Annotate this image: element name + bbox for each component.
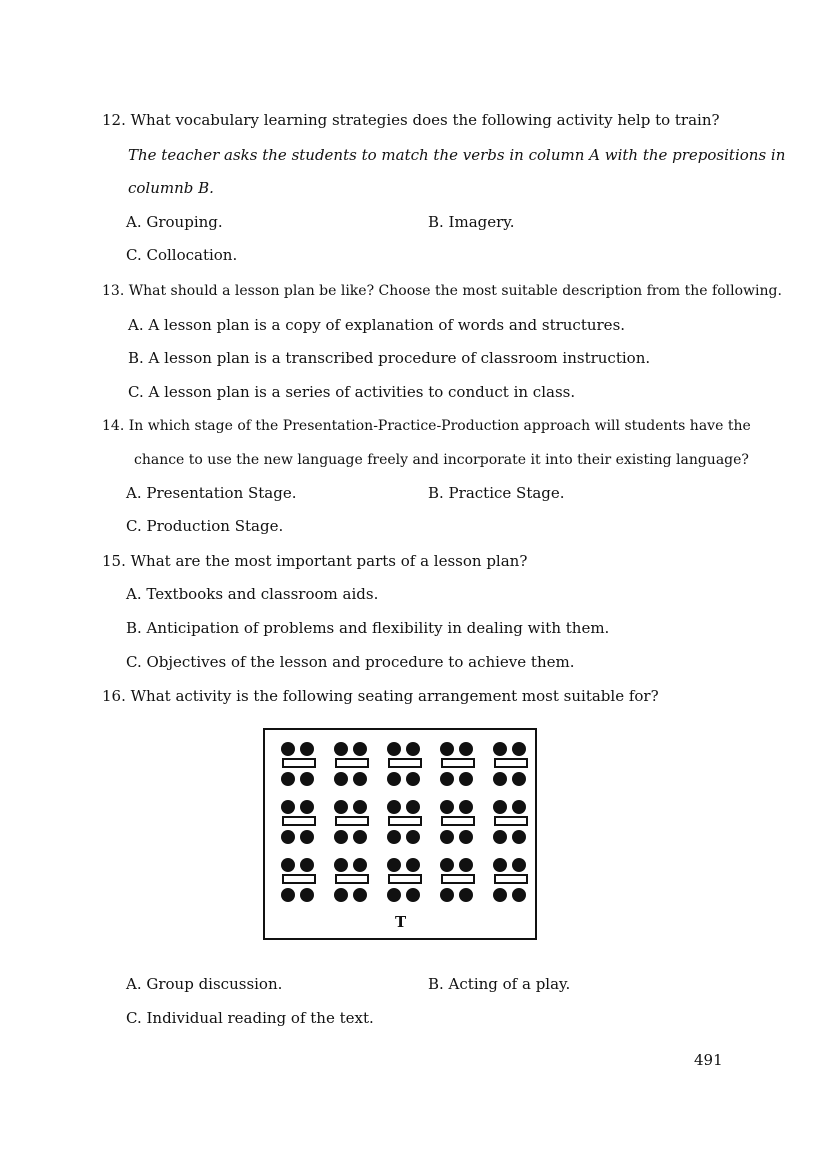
question-16-option-a: A. Group discussion. xyxy=(126,975,283,993)
student-seat xyxy=(493,858,507,872)
student-seat xyxy=(440,888,454,902)
student-seat xyxy=(353,830,367,844)
desk-group xyxy=(332,742,376,792)
student-seat xyxy=(406,858,420,872)
desk-group xyxy=(385,742,429,792)
student-seat xyxy=(459,800,473,814)
question-14-stem-line1: 14. In which stage of the Presentation-Practice-Production approach will students have the xyxy=(102,418,751,434)
question-15-stem: 15. What are the most important parts of a lesson plan? xyxy=(102,552,528,570)
question-13-option-a: A. A lesson plan is a copy of explanation of words and structures. xyxy=(128,316,626,334)
desk xyxy=(282,874,316,884)
question-15-option-b: B. Anticipation of problems and flexibility in dealing with them. xyxy=(126,619,610,637)
student-seat xyxy=(281,800,295,814)
student-seat xyxy=(281,830,295,844)
desk xyxy=(388,758,422,768)
student-seat xyxy=(334,888,348,902)
student-seat xyxy=(406,830,420,844)
student-seat xyxy=(440,742,454,756)
seating-arrangement-diagram xyxy=(263,728,537,940)
student-seat xyxy=(300,830,314,844)
desk-group xyxy=(491,858,535,908)
student-seat xyxy=(512,800,526,814)
student-seat xyxy=(459,830,473,844)
student-seat xyxy=(353,858,367,872)
student-seat xyxy=(459,742,473,756)
desk xyxy=(441,816,475,826)
student-seat xyxy=(459,858,473,872)
student-seat xyxy=(440,858,454,872)
question-14-stem-line2: chance to use the new language freely and incorporate it into their existing language? xyxy=(134,452,749,468)
desk xyxy=(494,816,528,826)
question-16-option-b: B. Acting of a play. xyxy=(428,975,571,993)
desk xyxy=(282,816,316,826)
desk-group xyxy=(279,742,323,792)
question-13-option-c: C. A lesson plan is a series of activities to conduct in class. xyxy=(128,383,576,401)
question-12-option-b: B. Imagery. xyxy=(428,213,515,231)
student-seat xyxy=(406,800,420,814)
question-16-stem: 16. What activity is the following seating arrangement most suitable for? xyxy=(102,687,659,705)
student-seat xyxy=(281,888,295,902)
student-seat xyxy=(387,830,401,844)
student-seat xyxy=(387,888,401,902)
student-seat xyxy=(493,772,507,786)
student-seat xyxy=(406,888,420,902)
student-seat xyxy=(512,772,526,786)
student-seat xyxy=(300,742,314,756)
student-seat xyxy=(334,772,348,786)
question-12-option-a: A. Grouping. xyxy=(126,213,223,231)
student-seat xyxy=(334,742,348,756)
question-15-option-c: C. Objectives of the lesson and procedure to achieve them. xyxy=(126,653,575,671)
student-seat xyxy=(353,888,367,902)
student-seat xyxy=(493,742,507,756)
student-seat xyxy=(300,888,314,902)
question-13-option-b: B. A lesson plan is a transcribed procedure of classroom instruction. xyxy=(128,349,651,367)
question-14-option-a: A. Presentation Stage. xyxy=(126,484,297,502)
desk xyxy=(388,816,422,826)
question-14-option-c: C. Production Stage. xyxy=(126,517,284,535)
student-seat xyxy=(334,830,348,844)
desk-group xyxy=(438,800,482,850)
desk-group xyxy=(491,800,535,850)
page-number: 491 xyxy=(694,1051,723,1069)
student-seat xyxy=(353,800,367,814)
student-seat xyxy=(300,800,314,814)
desk xyxy=(335,874,369,884)
question-13-stem: 13. What should a lesson plan be like? Choose the most suitable description from the following. xyxy=(102,283,782,299)
desk xyxy=(441,758,475,768)
student-seat xyxy=(493,830,507,844)
student-seat xyxy=(459,888,473,902)
desk-group xyxy=(279,858,323,908)
desk xyxy=(388,874,422,884)
desk-group xyxy=(332,858,376,908)
student-seat xyxy=(353,772,367,786)
student-seat xyxy=(512,888,526,902)
student-seat xyxy=(406,742,420,756)
question-15-option-a: A. Textbooks and classroom aids. xyxy=(126,585,379,603)
student-seat xyxy=(512,742,526,756)
student-seat xyxy=(440,772,454,786)
question-12-option-c: C. Collocation. xyxy=(126,246,238,264)
student-seat xyxy=(353,742,367,756)
desk xyxy=(441,874,475,884)
desk xyxy=(335,816,369,826)
student-seat xyxy=(334,800,348,814)
student-seat xyxy=(440,800,454,814)
question-12-stem: 12. What vocabulary learning strategies does the following activity help to train? xyxy=(102,111,720,129)
desk-group xyxy=(332,800,376,850)
desk xyxy=(494,758,528,768)
student-seat xyxy=(281,772,295,786)
question-12-activity-line1: The teacher asks the students to match the verbs in column A with the prepositions in xyxy=(128,146,786,164)
question-12-activity-line2: columnb B. xyxy=(128,179,214,197)
desk-group xyxy=(385,800,429,850)
desk xyxy=(335,758,369,768)
desk-group xyxy=(385,858,429,908)
student-seat xyxy=(334,858,348,872)
student-seat xyxy=(512,830,526,844)
desk-group xyxy=(438,858,482,908)
student-seat xyxy=(459,772,473,786)
student-seat xyxy=(300,858,314,872)
desk-group xyxy=(279,800,323,850)
question-16-option-c: C. Individual reading of the text. xyxy=(126,1009,374,1027)
student-seat xyxy=(281,742,295,756)
student-seat xyxy=(387,772,401,786)
desk-group xyxy=(438,742,482,792)
student-seat xyxy=(387,800,401,814)
student-seat xyxy=(512,858,526,872)
student-seat xyxy=(300,772,314,786)
desk xyxy=(282,758,316,768)
student-seat xyxy=(493,800,507,814)
student-seat xyxy=(281,858,295,872)
desk xyxy=(494,874,528,884)
teacher-label: T xyxy=(395,913,407,931)
student-seat xyxy=(387,742,401,756)
desk-group xyxy=(491,742,535,792)
student-seat xyxy=(387,858,401,872)
student-seat xyxy=(440,830,454,844)
student-seat xyxy=(406,772,420,786)
question-14-option-b: B. Practice Stage. xyxy=(428,484,565,502)
student-seat xyxy=(493,888,507,902)
